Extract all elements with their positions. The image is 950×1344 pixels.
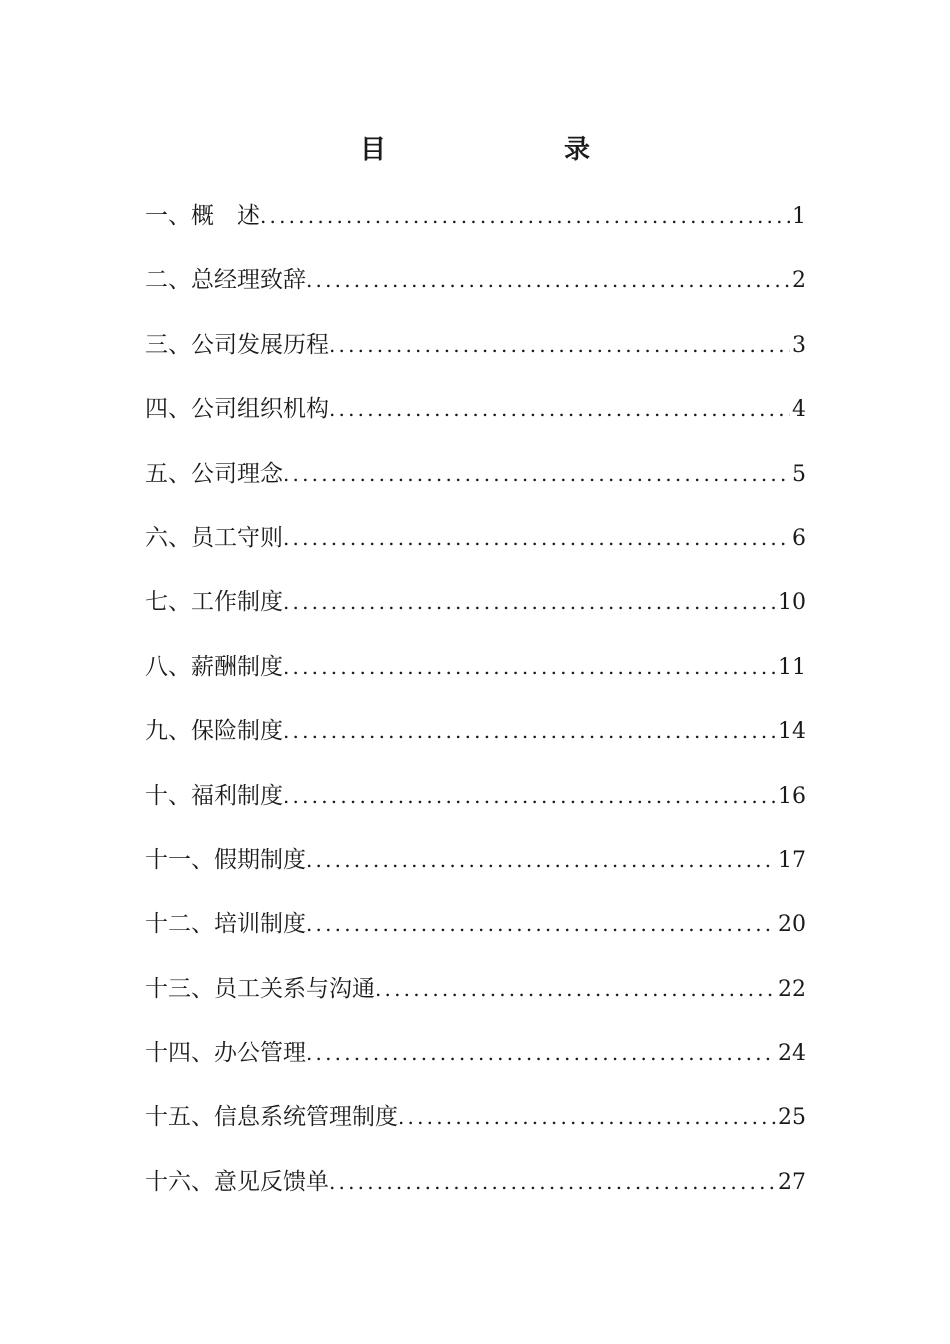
toc-dot-leader [306,904,776,944]
toc-entry-label: 十六、意见反馈单 [145,1168,329,1195]
toc-entry-label: 十五、信息系统管理制度 [145,1104,398,1131]
toc-entry[interactable] [145,454,806,518]
toc-entry-page-number: 6 [792,525,806,551]
toc-entry-page-number: 22 [778,976,806,1002]
toc-entry-page-number: 10 [778,590,806,616]
toc-entry[interactable] [145,582,806,646]
toc-entry-label: 十四、办公管理 [145,1040,306,1067]
toc-entry[interactable] [145,1033,806,1097]
toc-entry[interactable] [145,260,806,324]
toc-entry-page-number: 17 [778,847,806,873]
toc-dot-leader [329,1162,776,1202]
toc-dot-leader [329,389,790,429]
toc-entry-label: 五、公司理念 [145,460,283,487]
toc-entry-label: 十一、假期制度 [145,846,306,873]
toc-entry-label: 八、薪酬制度 [145,653,283,680]
toc-entry-page-number: 24 [778,1041,806,1067]
toc-entry[interactable] [145,711,806,775]
toc-dot-leader [283,518,790,558]
toc-entry-page-number: 5 [792,461,806,487]
toc-entry-label: 七、工作制度 [145,589,283,616]
toc-entry[interactable] [145,325,806,389]
toc-entry-label: 二、总经理致辞 [145,267,306,294]
toc-entry-label: 九、保险制度 [145,718,283,745]
toc-dot-leader [306,840,776,880]
toc-title: 目 录 [359,135,632,165]
toc-entry[interactable] [145,518,806,582]
toc-entry-label: 四、公司组织机构 [145,396,329,423]
toc-entry-label: 十三、员工关系与沟通 [145,975,375,1002]
toc-entry-label: 一、概 述 [145,203,260,229]
toc-entry-label: 六、员工守则 [145,524,283,551]
toc-entry[interactable] [145,776,806,840]
toc-entry-page-number: 3 [792,332,806,358]
table-of-contents [145,196,806,1226]
toc-dot-leader [260,196,790,236]
toc-dot-leader [283,776,776,816]
toc-entry[interactable] [145,1162,806,1226]
toc-entry[interactable] [145,196,806,260]
toc-entry-page-number: 2 [792,268,806,294]
toc-entry-page-number: 1 [792,204,806,229]
toc-entry[interactable] [145,1097,806,1161]
toc-dot-leader [283,582,776,622]
toc-entry-label: 三、公司发展历程 [145,331,329,358]
toc-entry[interactable] [145,389,806,453]
toc-dot-leader [283,647,776,687]
toc-dot-leader [283,454,790,494]
toc-entry-page-number: 16 [778,783,806,809]
toc-entry-label: 十、福利制度 [145,782,283,809]
toc-entry-page-number: 14 [778,719,806,745]
toc-entry-page-number: 4 [792,397,806,423]
toc-entry-page-number: 25 [778,1105,806,1131]
toc-entry-page-number: 27 [778,1169,806,1195]
toc-dot-leader [283,711,776,751]
toc-entry-page-number: 11 [778,654,806,680]
toc-entry[interactable] [145,969,806,1033]
toc-entry[interactable] [145,647,806,711]
toc-entry[interactable] [145,840,806,904]
toc-entry[interactable] [145,904,806,968]
toc-dot-leader [306,260,790,300]
toc-dot-leader [398,1097,776,1137]
toc-dot-leader [375,969,776,1009]
toc-entry-label: 十二、培训制度 [145,911,306,938]
toc-dot-leader [329,325,790,365]
toc-entry-page-number: 20 [778,912,806,938]
toc-dot-leader [306,1033,776,1073]
